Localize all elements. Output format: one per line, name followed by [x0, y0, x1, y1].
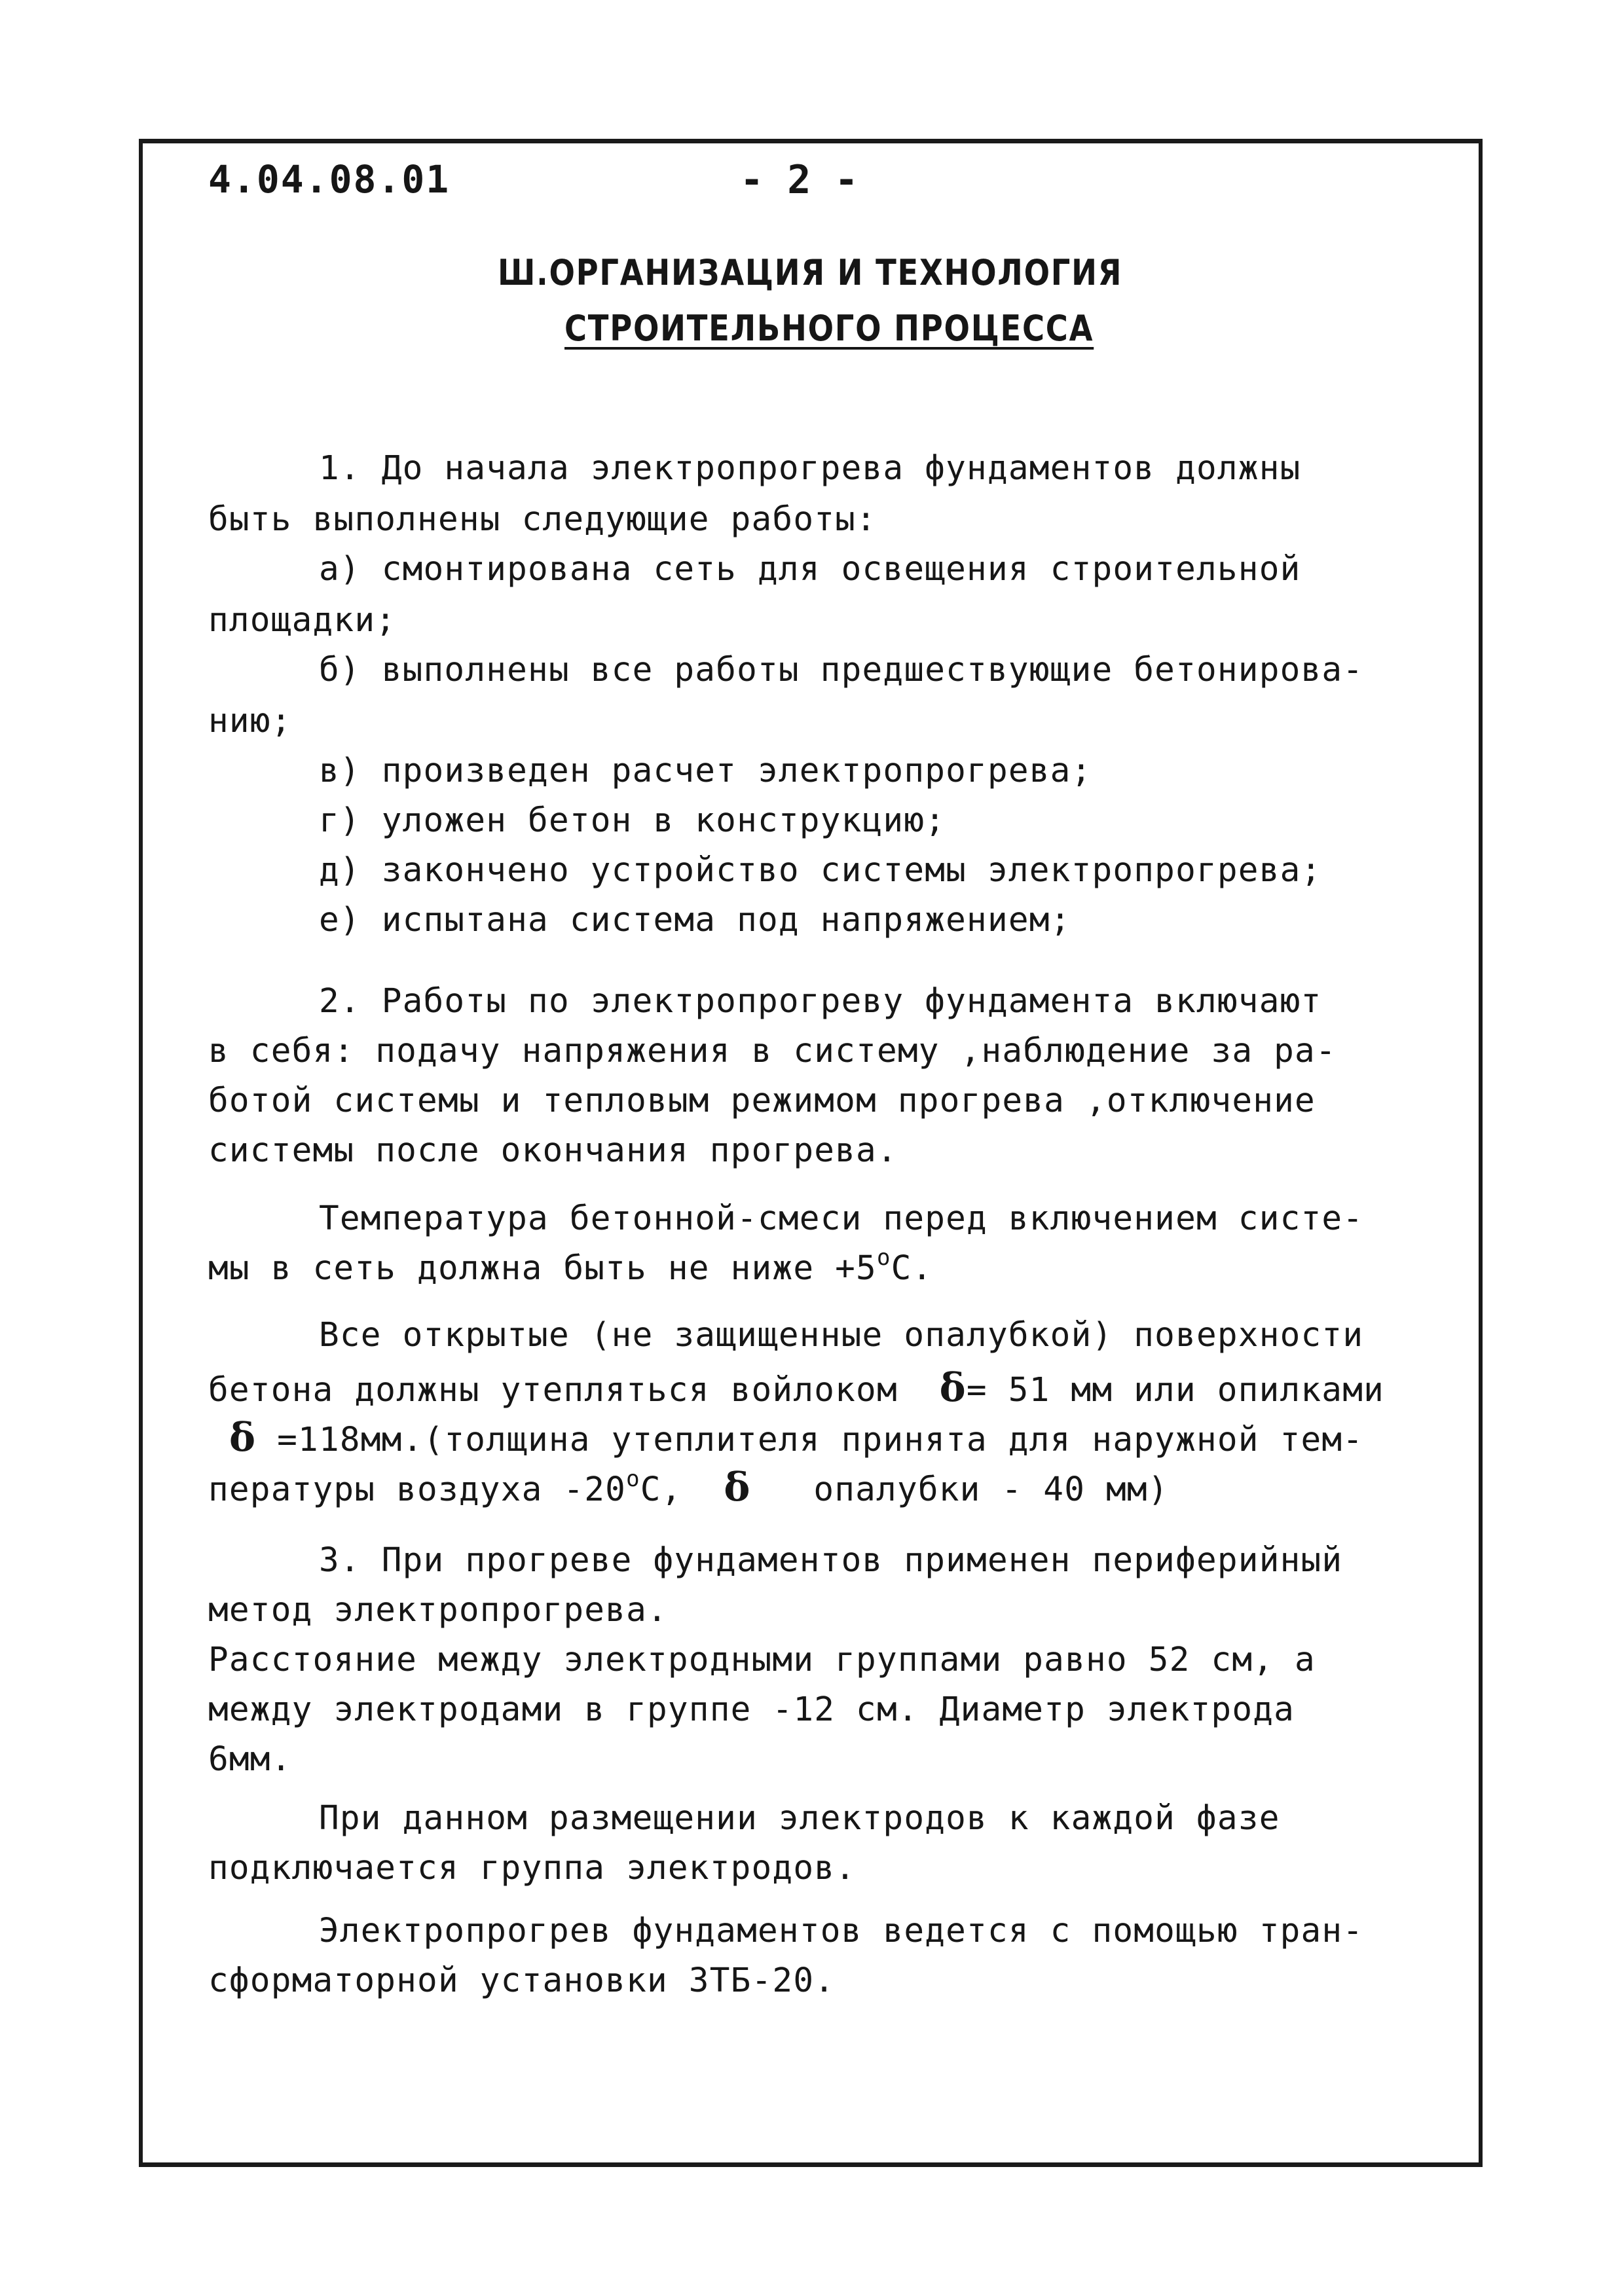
item-1-line-2: быть выполнены следующие работы:	[208, 500, 877, 539]
item-a-line-1: а) смонтирована сеть для освещения строительной	[319, 550, 1301, 589]
placement-line-1: При данном размещении электродов к каждой фазе	[319, 1799, 1280, 1838]
section-subtitle: СТРОИТЕЛЬНОГО ПРОЦЕССА	[564, 308, 1094, 349]
item-3-line-1: 3. При прогреве фундаментов применен периферийный	[319, 1541, 1343, 1580]
distance-line-2: между электродами в группе -12 см. Диаметр электрода	[208, 1690, 1295, 1729]
page-number: - 2 -	[740, 157, 858, 203]
item-1-line-1: 1. До начала электропрогрева фундаментов должны	[319, 449, 1301, 488]
item-b-line-2: нию;	[208, 702, 292, 740]
delta-symbol: δ	[724, 1465, 751, 1510]
heating-line-2: сформаторной установки ЗТБ-20.	[208, 1961, 836, 2000]
item-g: г) уложен бетон в конструкцию;	[319, 801, 946, 840]
surfaces-line-3: δ =118мм.(толщина утеплителя принята для наружной тем-	[229, 1415, 1364, 1461]
section-title: Ш.ОРГАНИЗАЦИЯ И ТЕХНОЛОГИЯ	[498, 252, 1123, 293]
item-2-line-3: ботой системы и тепловым режимом прогрева ,отключение	[208, 1082, 1316, 1120]
distance-line-1: Расстояние между электродными группами равно 52 см, а	[208, 1641, 1316, 1679]
temperature-line-1: Температура бетонной-смеси перед включением систе-	[319, 1199, 1364, 1238]
surfaces-line-1: Все открытые (не защищенные опалубкой) поверхности	[319, 1316, 1364, 1355]
surfaces-line-4: пературы воздуха $-20^оС$, δ опалубки - 40 мм)	[208, 1465, 1169, 1510]
delta-symbol: δ	[939, 1365, 967, 1411]
item-v: в) произведен расчет электропрогрева;	[319, 752, 1092, 790]
item-2-line-2: в себя: подачу напряжения в систему ,наблюдение за ра-	[208, 1032, 1337, 1070]
item-b-line-1: б) выполнены все работы предшествующие бетонирова-	[319, 651, 1364, 689]
item-2-line-1: 2. Работы по электропрогреву фундамента включают	[319, 982, 1322, 1021]
item-3-line-2: метод электропрогрева.	[208, 1591, 668, 1630]
surfaces-line-2: бетона должны утепляться войлоком δ= 51 мм или опилками	[208, 1365, 1384, 1411]
distance-line-3: 6мм.	[208, 1740, 292, 1779]
heating-line-1: Электропрогрев фундаментов ведется с помощью тран-	[319, 1912, 1364, 1950]
item-a-line-2: площадки;	[208, 601, 397, 640]
item-e: е) испытана система под напряжением;	[319, 901, 1071, 939]
item-d: д) закончено устройство системы электропрогрева;	[319, 851, 1322, 890]
document-code: 4.04.08.01	[208, 157, 451, 202]
temperature-line-2: мы в сеть должна быть не ниже $+5^оС$.	[208, 1245, 933, 1288]
item-2-line-4: системы после окончания прогрева.	[208, 1131, 898, 1170]
placement-line-2: подключается группа электродов.	[208, 1849, 857, 1887]
delta-symbol: δ	[229, 1415, 257, 1461]
